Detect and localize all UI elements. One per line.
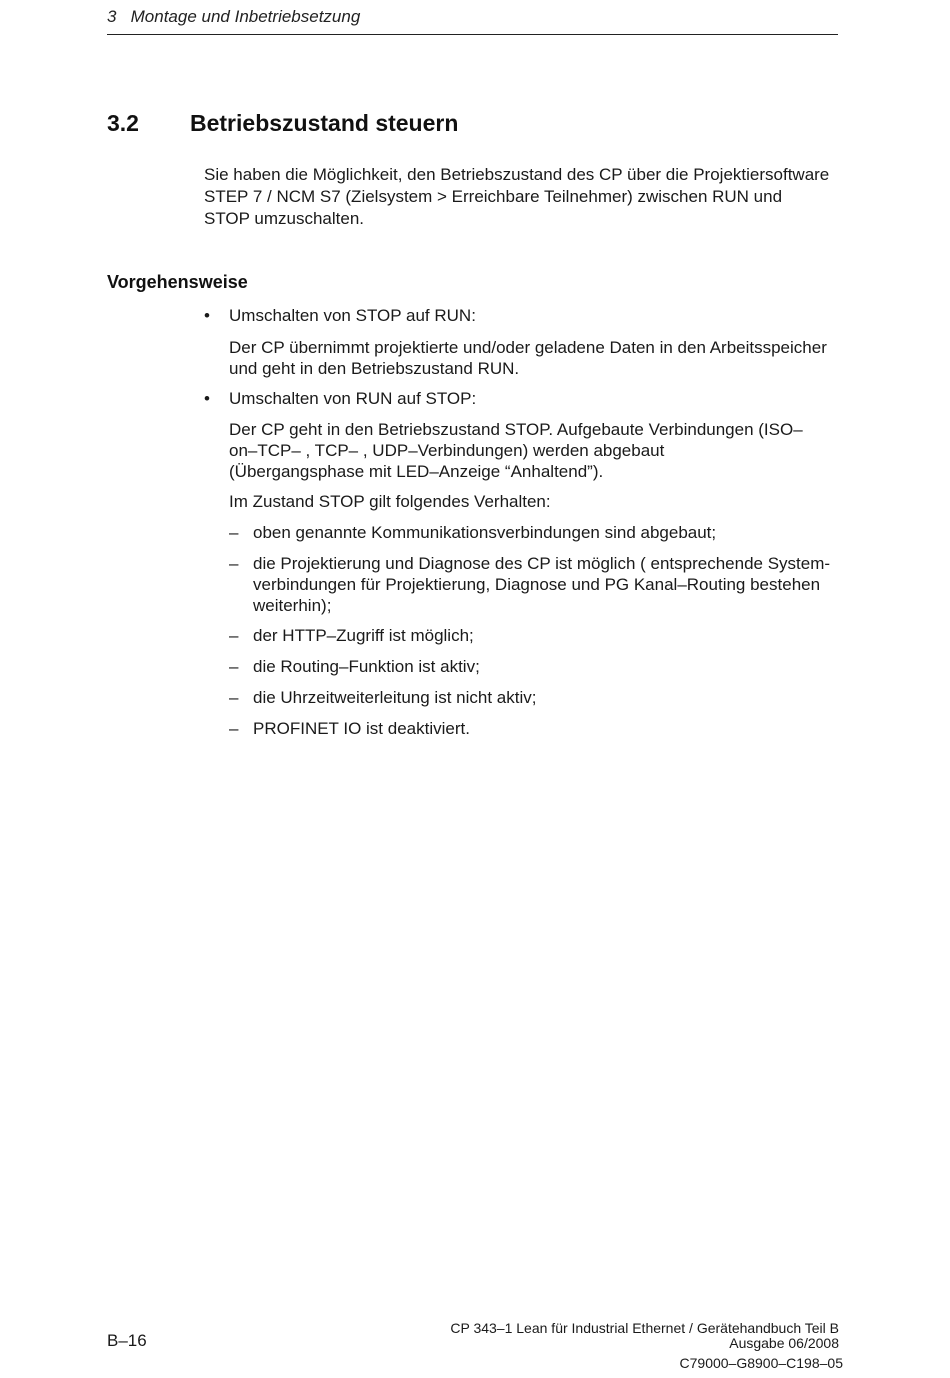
text-line: verbindungen für Projektierung, Diagnose und PG Kanal–Routing bestehen bbox=[253, 575, 821, 594]
intro-paragraph bbox=[204, 164, 844, 230]
dash-item bbox=[253, 656, 848, 677]
text-line: Der CP übernimmt projektierte und/oder geladene Daten in den Arbeitsspeicher bbox=[229, 338, 827, 357]
edition: Ausgabe 06/2008 bbox=[729, 1335, 839, 1351]
procedure-heading: Vorgehensweise bbox=[107, 272, 248, 292]
dash-item bbox=[253, 522, 848, 543]
text-line: (Übergangsphase mit LED–Anzeige “Anhaltend”). bbox=[229, 462, 604, 481]
dash-item bbox=[253, 687, 848, 708]
dash-marker: – bbox=[229, 719, 239, 738]
page-number: B–16 bbox=[107, 1331, 147, 1350]
bullet-text bbox=[229, 337, 844, 379]
dash-item bbox=[253, 625, 848, 646]
text-line: die Projektierung und Diagnose des CP ist möglich ( entsprechende System- bbox=[253, 554, 831, 573]
text-line: die Uhrzeitweiterleitung ist nicht aktiv; bbox=[253, 688, 537, 707]
dash-marker: – bbox=[229, 523, 239, 542]
bullet-label: Umschalten von STOP auf RUN: bbox=[229, 306, 476, 325]
intro-line: Sie haben die Möglichkeit, den Betriebszustand des CP über die Projektiersoftware bbox=[204, 165, 830, 184]
intro-line: STEP 7 / NCM S7 (Zielsystem > Erreichbare Teilnehmer) zwischen RUN und bbox=[204, 187, 783, 206]
dash-item bbox=[253, 553, 848, 616]
order-number: C79000–G8900–C198–05 bbox=[679, 1355, 843, 1371]
running-header: 3 Montage und Inbetriebsetzung bbox=[107, 7, 361, 26]
intro-line: STOP umzuschalten. bbox=[204, 209, 365, 228]
stop-intro: Im Zustand STOP gilt folgendes Verhalten: bbox=[229, 492, 551, 511]
text-line: weiterhin); bbox=[253, 596, 332, 615]
text-line: Der CP geht in den Betriebszustand STOP. Aufgebaute Verbindungen (ISO– bbox=[229, 420, 803, 439]
section-number: 3.2 bbox=[107, 110, 139, 136]
text-line: on–TCP– , TCP– , UDP–Verbindungen) werden abgebaut bbox=[229, 441, 665, 460]
text-line: oben genannte Kommunikationsverbindungen sind abgebaut; bbox=[253, 523, 717, 542]
footer-manual-info bbox=[450, 1321, 839, 1351]
dash-marker: – bbox=[229, 688, 239, 707]
text-line: der HTTP–Zugriff ist möglich; bbox=[253, 626, 474, 645]
text-line: die Routing–Funktion ist aktiv; bbox=[253, 657, 480, 676]
text-line: und geht in den Betriebszustand RUN. bbox=[229, 359, 520, 378]
manual-title: CP 343–1 Lean für Industrial Ethernet / Gerätehandbuch Teil B bbox=[450, 1320, 839, 1336]
bullet-label: Umschalten von RUN auf STOP: bbox=[229, 389, 477, 408]
header-rule bbox=[107, 34, 838, 35]
dash-marker: – bbox=[229, 626, 239, 645]
bullet-marker: • bbox=[204, 306, 210, 325]
dash-marker: – bbox=[229, 554, 239, 573]
dash-item bbox=[253, 718, 848, 739]
text-line: PROFINET IO ist deaktiviert. bbox=[253, 719, 470, 738]
bullet-text bbox=[229, 419, 844, 482]
dash-marker: – bbox=[229, 657, 239, 676]
section-title: Betriebszustand steuern bbox=[190, 110, 459, 136]
bullet-marker: • bbox=[204, 389, 210, 408]
